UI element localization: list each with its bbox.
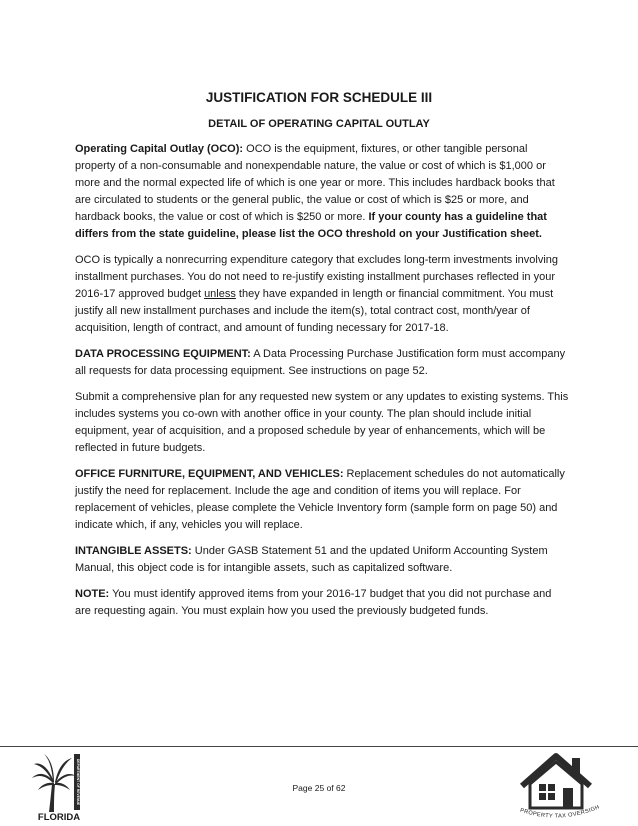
page-subtitle: DETAIL OF OPERATING CAPITAL OUTLAY (208, 118, 430, 130)
intangible-assets-label: INTANGIBLE ASSETS: (75, 545, 192, 557)
oco-label: Operating Capital Outlay (OCO): (75, 143, 244, 155)
oco-emphasis: If your county has a guideline that differs from the state guideline, please list the OCO threshold on your Justification sheet. (75, 211, 547, 240)
page-separator: of (324, 783, 337, 793)
installment-text-a: OCO is typically a nonrecurring expenditure category that excludes long-term investments involving installment purchases. You do not need to re-justify existing installment purchases reflected in your 2016-17 approved budget (75, 254, 559, 300)
data-processing-label: DATA PROCESSING EQUIPMENT: (75, 348, 251, 360)
pto-logo-text: PROPERTY TAX OVERSIGH (519, 804, 601, 820)
document-body (75, 141, 569, 629)
paragraph-office-furniture (75, 466, 569, 534)
comprehensive-plan-text: Submit a comprehensive plan for any requested new system or any updates to existing systems. This includes systems you co-own with another office in your county. The plan should include initial equipment, year of acquisition, and a proposed schedule by year of enhancements, which will be reflected in future budgets. (75, 391, 569, 454)
data-processing-text: A Data Processing Purchase Justification form must accompany all requests for data processing equipment. See instructions on page 52. (75, 348, 566, 377)
paragraph-note (75, 586, 569, 620)
page-prefix: Page (292, 783, 315, 793)
footer-divider (0, 746, 638, 747)
page-title: JUSTIFICATION FOR SCHEDULE III (205, 90, 433, 105)
installment-text-b: they have expanded in length or financial commitment. You must justify all new installment purchases and include the item(s), total contract cost, month/year of acquisition, length of contract, and amount of funding necessary for 2017-18. (75, 288, 554, 334)
property-tax-oversight-logo (508, 750, 608, 822)
office-furniture-label: OFFICE FURNITURE, EQUIPMENT, AND VEHICLES: (75, 468, 344, 480)
paragraph-installment (75, 252, 569, 337)
note-text: You must identify approved items from your 2016-17 budget that you did not purchase and are requesting again. You must explain how you used the previously budgeted funds. (75, 588, 552, 617)
oco-text: OCO is the equipment, fixtures, or other tangible personal property of a non-consumable and nonexpendable nature, the value or cost of which is $1,000 or more and the normal expected life of which is one year or more. This includes hardback books that are circulated to students or the general public, the value or cost of which is $25 or more, and hardback books, the value or cost of which is $250 or more. (75, 143, 555, 223)
house-icon (522, 756, 590, 808)
page-current: 25 (314, 783, 325, 793)
paragraph-data-processing (75, 346, 569, 380)
florida-logo-text: FLORIDA (37, 812, 81, 822)
note-label: NOTE: (75, 588, 110, 600)
paragraph-comprehensive-plan (75, 389, 569, 457)
paragraph-intangible-assets (75, 543, 569, 577)
paragraph-oco (75, 141, 569, 243)
page-total: 62 (336, 783, 346, 793)
intangible-assets-text: Under GASB Statement 51 and the updated Uniform Accounting System Manual, this object code is for intangible assets, such as capitalized software. (75, 545, 548, 574)
installment-underlined: unless (204, 288, 236, 300)
dor-side-text: DEPARTMENT OF REVENUE (76, 758, 80, 806)
office-furniture-text: Replacement schedules do not automatically justify the need for replacement. Include the age and condition of items you will replace. For replacement of vehicles, please complete the Vehicle Inventory form (sample form on page 50) and indicate which, if any, vehicles you will replace. (75, 468, 565, 531)
